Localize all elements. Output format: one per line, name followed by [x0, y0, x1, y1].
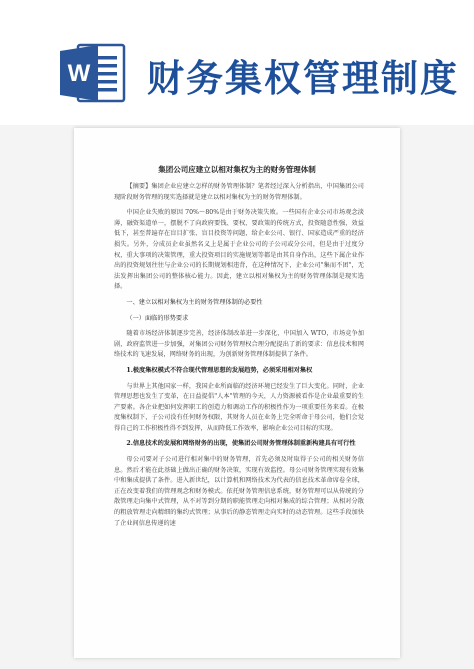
subsection-heading: （一）面临的形势要求: [126, 314, 189, 322]
document-title: 集团公司应建立以相对集权为主的财务管理体制: [158, 165, 316, 174]
point-heading-text: 2.信息技术的发展和网络财务的出现，使集团公司财务管理体制重新构建具有可行性: [126, 440, 356, 448]
paragraph: 与世界上其他国家一样，我国企业所面临的经济环境已经发生了巨大变化。同时，企业管理思想也发生了变革，在日益提倡"人本"管理的今天，人力资源被看作是企业最重要的生产要素。各企业把如何发挥职工的创造力和调动工作的积极性作为一项重要任务来看。在极度集权制下，子公司没有任何财务权限，其财务人员在业务上完全听命于母公司，他们会觉得自己的工作积极性得不到发挥，从而降低工作效率，影响企业公司目标的实现。: [114, 382, 364, 432]
abstract-paragraph: 【摘要】集团企业应建立怎样的财务管理体制？笔者经过深入分析指出，中国集团公司现阶段财务管理的现实选择就是建立以相对集权为主的财务管理体制。: [114, 183, 364, 201]
word-document-icon: [58, 42, 128, 104]
point-heading: [114, 366, 364, 377]
paragraph: 母公司要对子公司进行相对集中的财务管理，首先必须及时取得子公司的相关财务信息。然后才能在此基础上做出正确的财务决策，实现有效监控。母公司财务管理实现有效集中和集成提供了条件。进入新世纪，以计算机和网络技术为代表的信息技术革命席卷全球，正在改变着我们的管理观念和财务模式。依托财务管理信息系统，财务管理可以从传统的分散管理走向集中式管理，从不对等到分期的职能管理走向相对集成的综合管理；从相对分散的粗放管理走向精细的集约式管理；从事后的静态管理走向实时的动态管理。这些手段加快了企业间信息传递的速: [114, 456, 364, 527]
document-page: [74, 128, 400, 658]
word-icon-letter: W: [67, 60, 91, 87]
banner: [0, 0, 474, 125]
paragraph: 随着市场经济体制逐步完善，经济体制改革进一步深化，中国加入 WTO，市场竞争加剧，政府监管进一步加强，对集团公司财务管理权合理分配提出了新的要求：信息技术和网络技术的飞速发展，网络财务的出现，为创新财务管理体制提供了条件。: [114, 330, 364, 359]
paragraph: 中国企业失败的原因 70%～80%是由于财务决策失败。一些国有企业公司市场观念淡薄，融资渠道单一，摆脱不了向政府要钱、要权、要政策的传统方式，投资随意性强，效益低下，甚至普遍存在盲目扩张、盲目投资等问题，给企业公司、银行、国家造成严重的经济损失。另外，分成员企业虽然名义上是属于企业公司的子公司或分公司，但是由于过度分权，重大事项的决策管理，重大投资项目的实施规划等都是由其自身作出，这些下属企业作出的投资规划往往与企业公司的长期规划相违背，在这种情况下，企业公司"集而不团"，无法发挥出集团公司的整体核心能力。因此，建立以相对集权为主的财务管理体制是现实选择。: [114, 209, 364, 291]
point-heading: [114, 439, 364, 450]
page-title: 财务集权管理制度: [147, 57, 459, 100]
section-heading: 一、建立以相对集权为主的财务管理体制的必要性: [126, 298, 263, 306]
point-heading-text: 1.极度集权模式不符合现代管理思想的发展趋势，必须采用相对集权: [126, 366, 313, 374]
document-body: [114, 182, 364, 534]
